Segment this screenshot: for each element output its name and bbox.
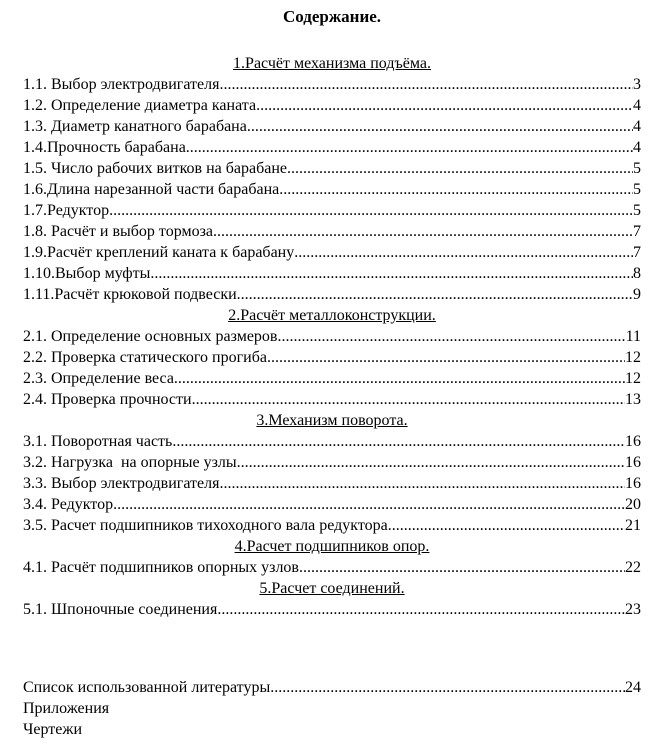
toc-entry bbox=[23, 599, 641, 620]
toc-entry-page: 9 bbox=[633, 286, 641, 303]
page-title: Содержание. bbox=[282, 7, 382, 26]
toc-entry bbox=[23, 368, 641, 389]
toc-entry-page: 16 bbox=[625, 433, 641, 450]
dot-leader bbox=[186, 137, 633, 158]
toc-entry-page: 23 bbox=[625, 601, 641, 618]
toc-entry bbox=[23, 158, 641, 179]
drawings-line: Чертежи bbox=[23, 721, 82, 738]
toc-entry-page: 20 bbox=[625, 496, 641, 513]
dot-leader bbox=[237, 284, 633, 305]
dot-leader bbox=[219, 74, 633, 95]
spacer bbox=[23, 620, 641, 677]
toc-entry bbox=[23, 200, 641, 221]
toc-entry bbox=[23, 284, 641, 305]
toc-entry-page: 13 bbox=[625, 391, 641, 408]
dot-leader bbox=[279, 179, 633, 200]
toc-entry bbox=[23, 263, 641, 284]
toc-entry bbox=[23, 95, 641, 116]
toc-entry-label: 2.2. Проверка статического прогиба bbox=[23, 349, 267, 366]
toc-entry-page: 7 bbox=[633, 223, 641, 240]
dot-leader bbox=[294, 242, 633, 263]
toc-entry bbox=[23, 116, 641, 137]
toc-entry-label: 3.1. Поворотная часть bbox=[23, 433, 173, 450]
section-heading-3: 3.Механизм поворота. bbox=[256, 412, 408, 429]
toc-entry bbox=[23, 431, 641, 452]
toc-entry-page: 5 bbox=[633, 202, 641, 219]
toc-entry-page: 16 bbox=[625, 454, 641, 471]
dot-leader bbox=[113, 494, 625, 515]
dot-leader bbox=[287, 158, 633, 179]
toc-entry-label: 1.7.Редуктор bbox=[23, 202, 110, 219]
dot-leader bbox=[270, 677, 625, 698]
toc-entry-label: 1.6.Длина нарезанной части барабана bbox=[23, 181, 280, 198]
toc-entry-page: 4 bbox=[633, 118, 641, 135]
toc-entry-page: 11 bbox=[625, 328, 641, 345]
toc-entry-label: 1.11.Расчёт крюковой подвески bbox=[23, 286, 237, 303]
dot-leader bbox=[237, 452, 625, 473]
dot-leader bbox=[192, 389, 625, 410]
dot-leader bbox=[388, 515, 625, 536]
toc-entry-page: 12 bbox=[625, 349, 641, 366]
toc-entry-label: 1.3. Диаметр канатного барабана bbox=[23, 118, 247, 135]
toc-entry-label: 1.4.Прочность барабана bbox=[23, 139, 186, 156]
section-heading-1: 1.Расчёт механизма подъёма. bbox=[233, 55, 431, 72]
toc-entry-page: 16 bbox=[625, 475, 641, 492]
toc-entry bbox=[23, 137, 641, 158]
toc-entry-page: 7 bbox=[633, 244, 641, 261]
toc-entry bbox=[23, 494, 641, 515]
toc-entry-page: 8 bbox=[633, 265, 641, 282]
toc-entry-label: 2.4. Проверка прочности bbox=[23, 391, 192, 408]
dot-leader bbox=[299, 557, 625, 578]
bibliography-entry bbox=[23, 677, 641, 698]
toc-entry-label: 3.3. Выбор электродвигателя bbox=[23, 475, 220, 492]
toc-entry bbox=[23, 347, 641, 368]
dot-leader bbox=[219, 473, 625, 494]
toc-entry-page: 4 bbox=[633, 139, 641, 156]
toc-entry-label: 1.8. Расчёт и выбор тормоза bbox=[23, 223, 214, 240]
toc-entry-page: 5 bbox=[633, 181, 641, 198]
section-heading-4: 4.Расчет подшипников опор. bbox=[234, 538, 430, 555]
dot-leader bbox=[277, 326, 625, 347]
toc-entry-label: 3.5. Расчет подшипников тихоходного вала редуктора bbox=[23, 517, 388, 534]
toc-entry-label: 1.5. Число рабочих витков на барабане bbox=[23, 160, 288, 177]
toc-entry-label: 5.1. Шпоночные соединения bbox=[23, 601, 218, 618]
dot-leader bbox=[174, 368, 625, 389]
toc-entry-label: 1.9.Расчёт креплений каната к барабану bbox=[23, 244, 295, 261]
toc-entry-page: 5 bbox=[633, 160, 641, 177]
toc-entry bbox=[23, 473, 641, 494]
toc-entry-page: 12 bbox=[625, 370, 641, 387]
toc-entry-label: 2.3. Определение веса bbox=[23, 370, 174, 387]
dot-leader bbox=[109, 200, 633, 221]
toc-entry bbox=[23, 557, 641, 578]
toc-entry-label: 3.2. Нагрузка на опорные узлы bbox=[23, 454, 237, 471]
section-heading-2: 2.Расчёт металлоконструкции. bbox=[228, 307, 436, 324]
toc-entry bbox=[23, 74, 641, 95]
toc-entry bbox=[23, 221, 641, 242]
section-heading-5: 5.Расчет соединений. bbox=[259, 580, 405, 597]
toc-entry-label: 1.10.Выбор муфты bbox=[23, 265, 151, 282]
dot-leader bbox=[267, 347, 625, 368]
toc-entry-page: 24 bbox=[625, 679, 641, 696]
toc-entry-page: 21 bbox=[625, 517, 641, 534]
toc-entry bbox=[23, 242, 641, 263]
dot-leader bbox=[172, 431, 625, 452]
toc-entry bbox=[23, 452, 641, 473]
toc-entry-label: 1.1. Выбор электродвигателя bbox=[23, 76, 220, 93]
toc-entry bbox=[23, 326, 641, 347]
toc-entry-label: 1.2. Определение диаметра каната bbox=[23, 97, 257, 114]
toc-entry-label: 4.1. Расчёт подшипников опорных узлов bbox=[23, 559, 299, 576]
dot-leader bbox=[150, 263, 633, 284]
appendices-line: Приложения bbox=[23, 700, 110, 717]
toc-entry bbox=[23, 389, 641, 410]
toc-entry-label: 3.4. Редуктор bbox=[23, 496, 114, 513]
toc-entry-page: 3 bbox=[633, 76, 641, 93]
toc-entry-label: 2.1. Определение основных размеров bbox=[23, 328, 278, 345]
toc-entry-page: 4 bbox=[633, 97, 641, 114]
toc-entry-page: 22 bbox=[625, 559, 641, 576]
toc-entry-label: Список использованной литературы bbox=[23, 679, 271, 696]
spacer bbox=[23, 27, 641, 53]
toc-entry bbox=[23, 515, 641, 536]
dot-leader bbox=[213, 221, 633, 242]
dot-leader bbox=[247, 116, 633, 137]
toc-entry bbox=[23, 179, 641, 200]
dot-leader bbox=[217, 599, 625, 620]
dot-leader bbox=[256, 95, 633, 116]
